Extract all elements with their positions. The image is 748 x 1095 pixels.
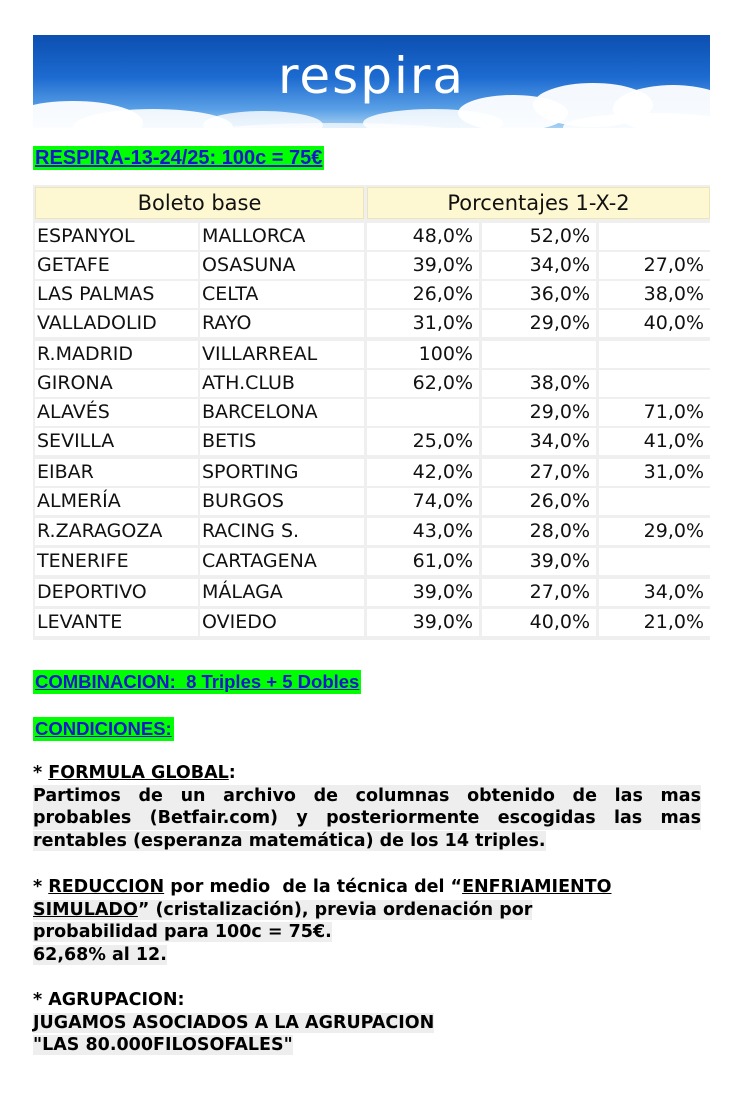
pct-1-cell: 25,0% (367, 428, 479, 455)
pct-x-cell (482, 341, 596, 368)
pct-1-cell: 62,0% (367, 370, 479, 397)
pct-2-cell: 38,0% (599, 281, 710, 308)
table-row (33, 487, 710, 516)
pct-x-cell: 34,0% (482, 428, 596, 455)
pct-x-cell: 28,0% (482, 518, 596, 545)
reduccion-text-2: ” (cristalización), previa ordenación por (137, 899, 533, 920)
condiciones-label: CONDICIONES: (35, 718, 172, 739)
pct-1-cell: 61,0% (367, 548, 479, 575)
respira-logo: respira (277, 47, 466, 105)
agrupacion-line-3 (33, 1034, 701, 1057)
title-text: RESPIRA-13-24/25: 100c = 75€ (35, 147, 323, 169)
pct-x-cell: 34,0% (482, 252, 596, 279)
formula-heading (33, 762, 701, 785)
pct-2-cell: 31,0% (599, 459, 710, 486)
header-boleto-base: Boleto base (35, 187, 364, 219)
pct-x-cell: 27,0% (482, 579, 596, 606)
formula-line-2: probables (Betfair.com) y posteriormente escogidas las mas (33, 808, 701, 828)
away-team-cell: BETIS (200, 428, 364, 455)
home-team-cell: GETAFE (35, 252, 198, 279)
table-row (33, 222, 710, 251)
pct-2-cell: 34,0% (599, 579, 710, 606)
pct-2-cell: 71,0% (599, 399, 710, 426)
pct-2-cell: 21,0% (599, 609, 710, 636)
reduccion-line-3 (33, 921, 701, 944)
pct-1-cell: 31,0% (367, 310, 479, 337)
pct-x-cell: 40,0% (482, 609, 596, 636)
away-team-cell: OVIEDO (200, 609, 364, 636)
agrupacion-text: JUGAMOS ASOCIADOS A LA AGRUPACION (33, 1012, 435, 1033)
condiciones-heading (33, 717, 174, 741)
reduccion-bullet: * (33, 877, 49, 897)
pct-2-cell: 27,0% (599, 252, 710, 279)
away-team-cell: ATH.CLUB (200, 370, 364, 397)
reduccion-line-2 (33, 899, 701, 922)
table-row (33, 458, 710, 487)
home-team-cell: ESPANYOL (35, 223, 198, 250)
table-row (33, 578, 710, 607)
pct-x-cell: 36,0% (482, 281, 596, 308)
formula-section (33, 762, 701, 852)
pct-x-cell: 27,0% (482, 459, 596, 486)
pct-2-cell: 40,0% (599, 310, 710, 337)
pct-1-cell: 43,0% (367, 518, 479, 545)
away-team-cell: MÁLAGA (200, 579, 364, 606)
home-team-cell: DEPORTIVO (35, 579, 198, 606)
home-team-cell: TENERIFE (35, 548, 198, 575)
pct-1-cell: 74,0% (367, 488, 479, 515)
agrupacion-line-2 (33, 1012, 701, 1035)
formula-line-3 (33, 830, 701, 853)
table-row (33, 547, 710, 576)
agrupacion-line-1 (33, 989, 701, 1012)
pct-2-cell (599, 341, 710, 368)
home-team-cell: ALMERÍA (35, 488, 198, 515)
reduccion-technique-2: SIMULADO (33, 899, 138, 920)
pct-x-cell: 52,0% (482, 223, 596, 250)
table-row (33, 517, 710, 546)
away-team-cell: BARCELONA (200, 399, 364, 426)
pct-2-cell: 41,0% (599, 428, 710, 455)
pct-1-cell: 39,0% (367, 609, 479, 636)
away-team-cell: VILLARREAL (200, 341, 364, 368)
pct-x-cell: 29,0% (482, 310, 596, 337)
home-team-cell: GIRONA (35, 370, 198, 397)
pct-2-cell (599, 488, 710, 515)
pct-1-cell (367, 399, 479, 426)
away-team-cell: MALLORCA (200, 223, 364, 250)
pct-1-cell: 39,0% (367, 579, 479, 606)
reduccion-title: REDUCCION (48, 877, 165, 897)
home-team-cell: ALAVÉS (35, 399, 198, 426)
formula-bullet: * (33, 763, 49, 783)
header-porcentajes: Porcentajes 1-X-2 (367, 187, 710, 219)
home-team-cell: VALLADOLID (35, 310, 198, 337)
formula-title: FORMULA GLOBAL (48, 763, 229, 783)
pct-x-cell: 38,0% (482, 370, 596, 397)
reduccion-text-1: por medio de la técnica del “ (164, 877, 463, 897)
formula-line-3-text: rentables (esperanza matemática) de los 14 triples. (33, 830, 546, 851)
pct-1-cell: 48,0% (367, 223, 479, 250)
agrupacion-name: "LAS 80.000FILOSOFALES" (33, 1035, 293, 1055)
home-team-cell: LEVANTE (35, 609, 198, 636)
table-row (33, 608, 710, 637)
table-row (33, 309, 710, 338)
reduccion-line-1 (33, 876, 701, 899)
pct-2-cell (599, 548, 710, 575)
home-team-cell: SEVILLA (35, 428, 198, 455)
boleto-table (33, 185, 710, 640)
combinacion-label: COMBINACION: (35, 671, 176, 692)
table-row (33, 280, 710, 309)
reduccion-line-3-text: probabilidad para 100c = 75€. (33, 922, 332, 942)
pct-1-cell: 100% (367, 341, 479, 368)
agrupacion-section (33, 989, 701, 1057)
reduccion-line-4 (33, 944, 701, 967)
home-team-cell: LAS PALMAS (35, 281, 198, 308)
table-row (33, 427, 710, 456)
home-team-cell: R.ZARAGOZA (35, 518, 198, 545)
table-row (33, 398, 710, 427)
away-team-cell: CARTAGENA (200, 548, 364, 575)
pct-1-cell: 26,0% (367, 281, 479, 308)
formula-colon: : (228, 763, 236, 783)
pct-2-cell: 29,0% (599, 518, 710, 545)
table-row (33, 251, 710, 280)
agrupacion-heading: * AGRUPACION: (33, 990, 185, 1010)
pct-1-cell: 39,0% (367, 252, 479, 279)
pct-x-cell: 26,0% (482, 488, 596, 515)
home-team-cell: R.MADRID (35, 341, 198, 368)
page-title (33, 146, 324, 170)
away-team-cell: OSASUNA (200, 252, 364, 279)
away-team-cell: CELTA (200, 281, 364, 308)
reduccion-section (33, 876, 701, 966)
away-team-cell: SPORTING (200, 459, 364, 486)
table-row (33, 369, 710, 398)
combinacion-line (33, 670, 361, 694)
pct-x-cell: 29,0% (482, 399, 596, 426)
away-team-cell: BURGOS (200, 488, 364, 515)
reduccion-line-4-text: 62,68% al 12. (33, 944, 167, 965)
combinacion-value: 8 Triples + 5 Dobles (186, 671, 360, 692)
pct-2-cell (599, 370, 710, 397)
away-team-cell: RAYO (200, 310, 364, 337)
pct-2-cell (599, 223, 710, 250)
table-row (33, 340, 710, 369)
home-team-cell: EIBAR (35, 459, 198, 486)
formula-line-1: Partimos de un archivo de columnas obtenido de las mas (33, 785, 701, 806)
pct-x-cell: 39,0% (482, 548, 596, 575)
reduccion-technique-1: ENFRIAMIENTO (462, 877, 612, 897)
pct-1-cell: 42,0% (367, 459, 479, 486)
away-team-cell: RACING S. (200, 518, 364, 545)
respira-banner (33, 35, 710, 128)
table-header (33, 185, 710, 221)
